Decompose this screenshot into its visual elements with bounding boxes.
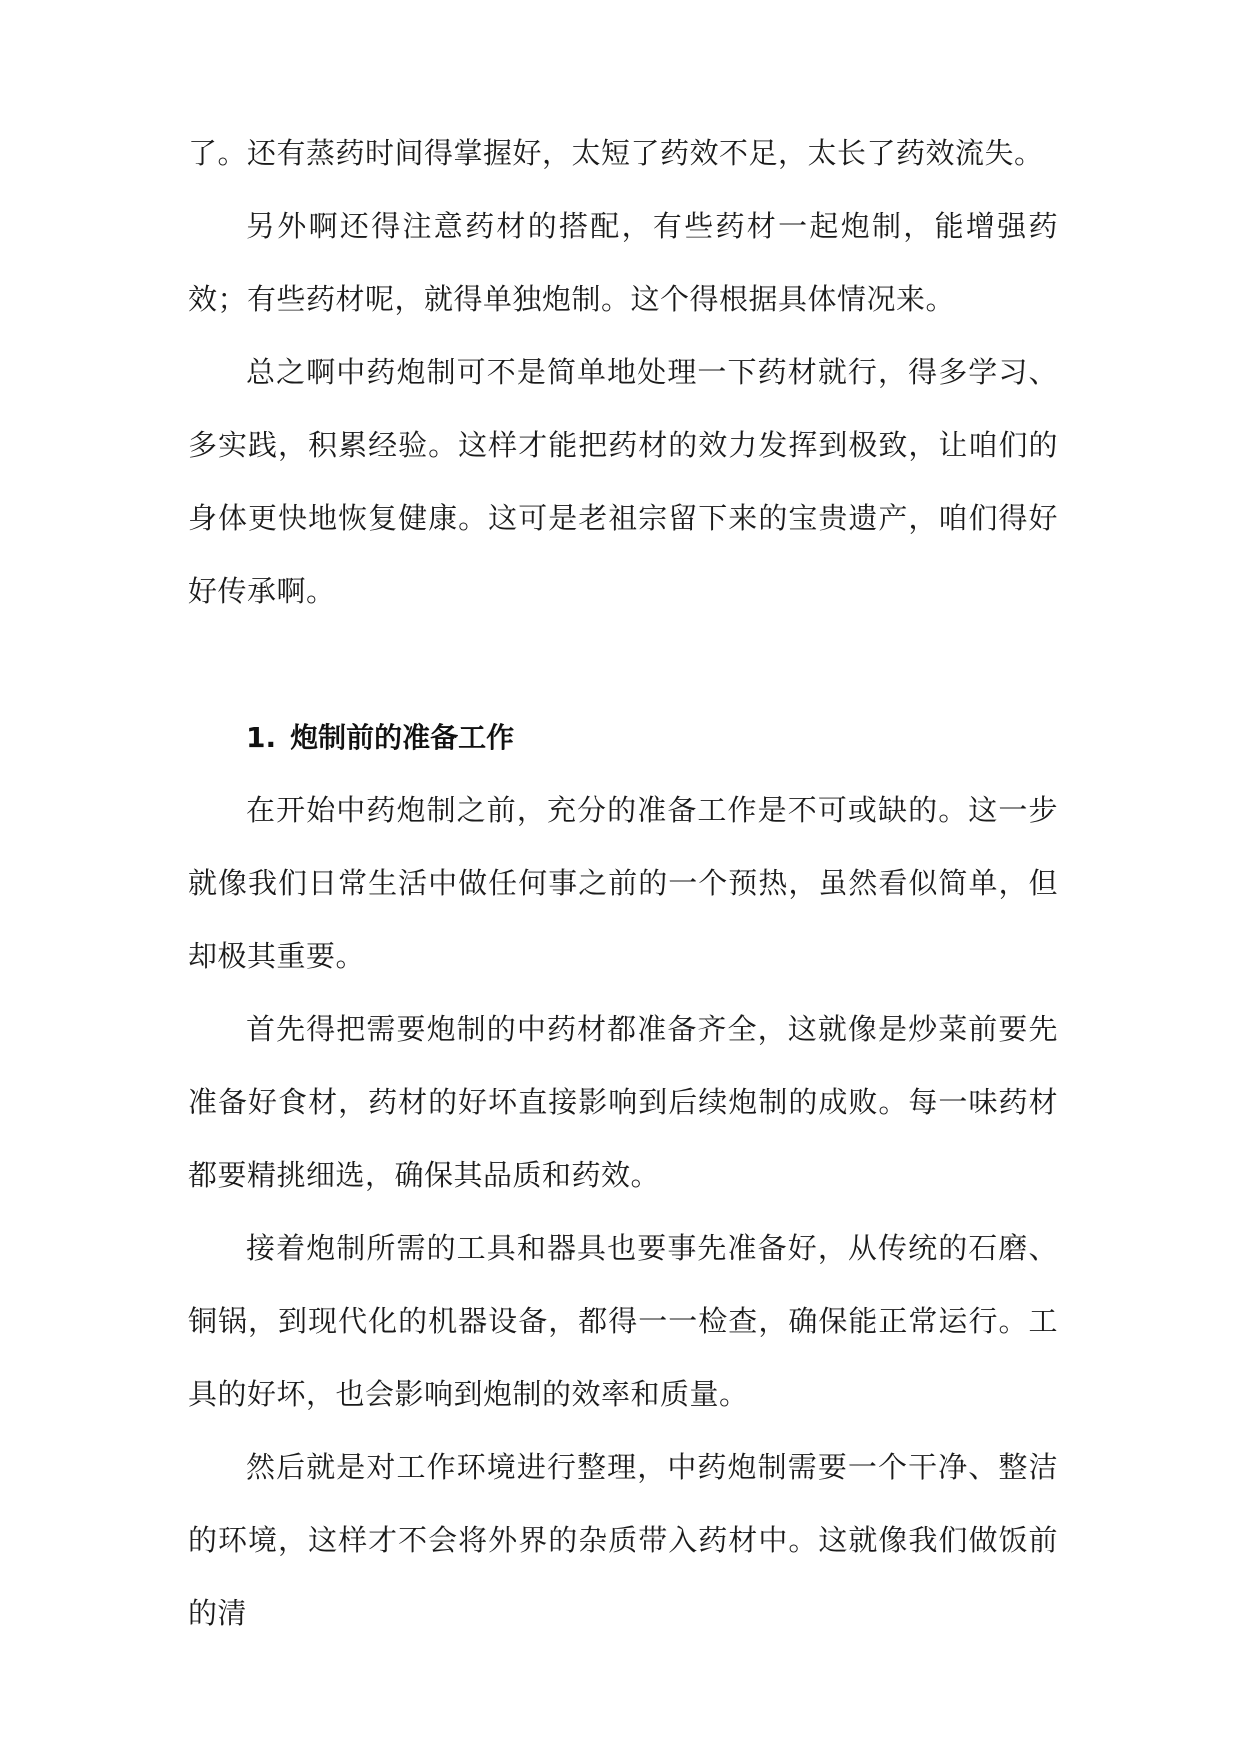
paragraph-continuation: 了。还有蒸药时间得掌握好，太短了药效不足，太长了药效流失。 — [188, 136, 1044, 170]
section-heading — [246, 701, 514, 774]
paragraph: 另外啊还得注意药材的搭配，有些药材一起炮制，能增强药效；有些药材呢，就得单独炮制。这个得根据具体情况来。 — [188, 209, 1058, 316]
paragraph: 然后就是对工作环境进行整理，中药炮制需要一个干净、整洁的环境，这样才不会将外界的杂质带入药材中。这就像我们做饭前的清 — [188, 1450, 1058, 1630]
paragraph: 首先得把需要炮制的中药材都准备齐全，这就像是炒菜前要先准备好食材，药材的好坏直接影响到后续炮制的成败。每一味药材都要精挑细选，确保其品质和药效。 — [188, 1012, 1058, 1192]
paragraph: 接着炮制所需的工具和器具也要事先准备好，从传统的石磨、铜锅，到现代化的机器设备，都得一一检查，确保能正常运行。工具的好坏，也会影响到炮制的效率和质量。 — [188, 1231, 1058, 1411]
heading-number: 1. — [246, 721, 277, 754]
main-text-section — [188, 774, 1058, 1650]
heading-title: 炮制前的准备工作 — [290, 721, 515, 754]
paragraph: 总之啊中药炮制可不是简单地处理一下药材就行，得多学习、多实践，积累经验。这样才能把药材的效力发挥到极致，让咱们的身体更快地恢复健康。这可是老祖宗留下来的宝贵遗产，咱们得好好传承啊。 — [188, 355, 1058, 608]
top-text-section — [188, 117, 1058, 628]
paragraph: 在开始中药炮制之前，充分的准备工作是不可或缺的。这一步就像我们日常生活中做任何事之前的一个预热，虽然看似简单，但却极其重要。 — [188, 793, 1058, 973]
